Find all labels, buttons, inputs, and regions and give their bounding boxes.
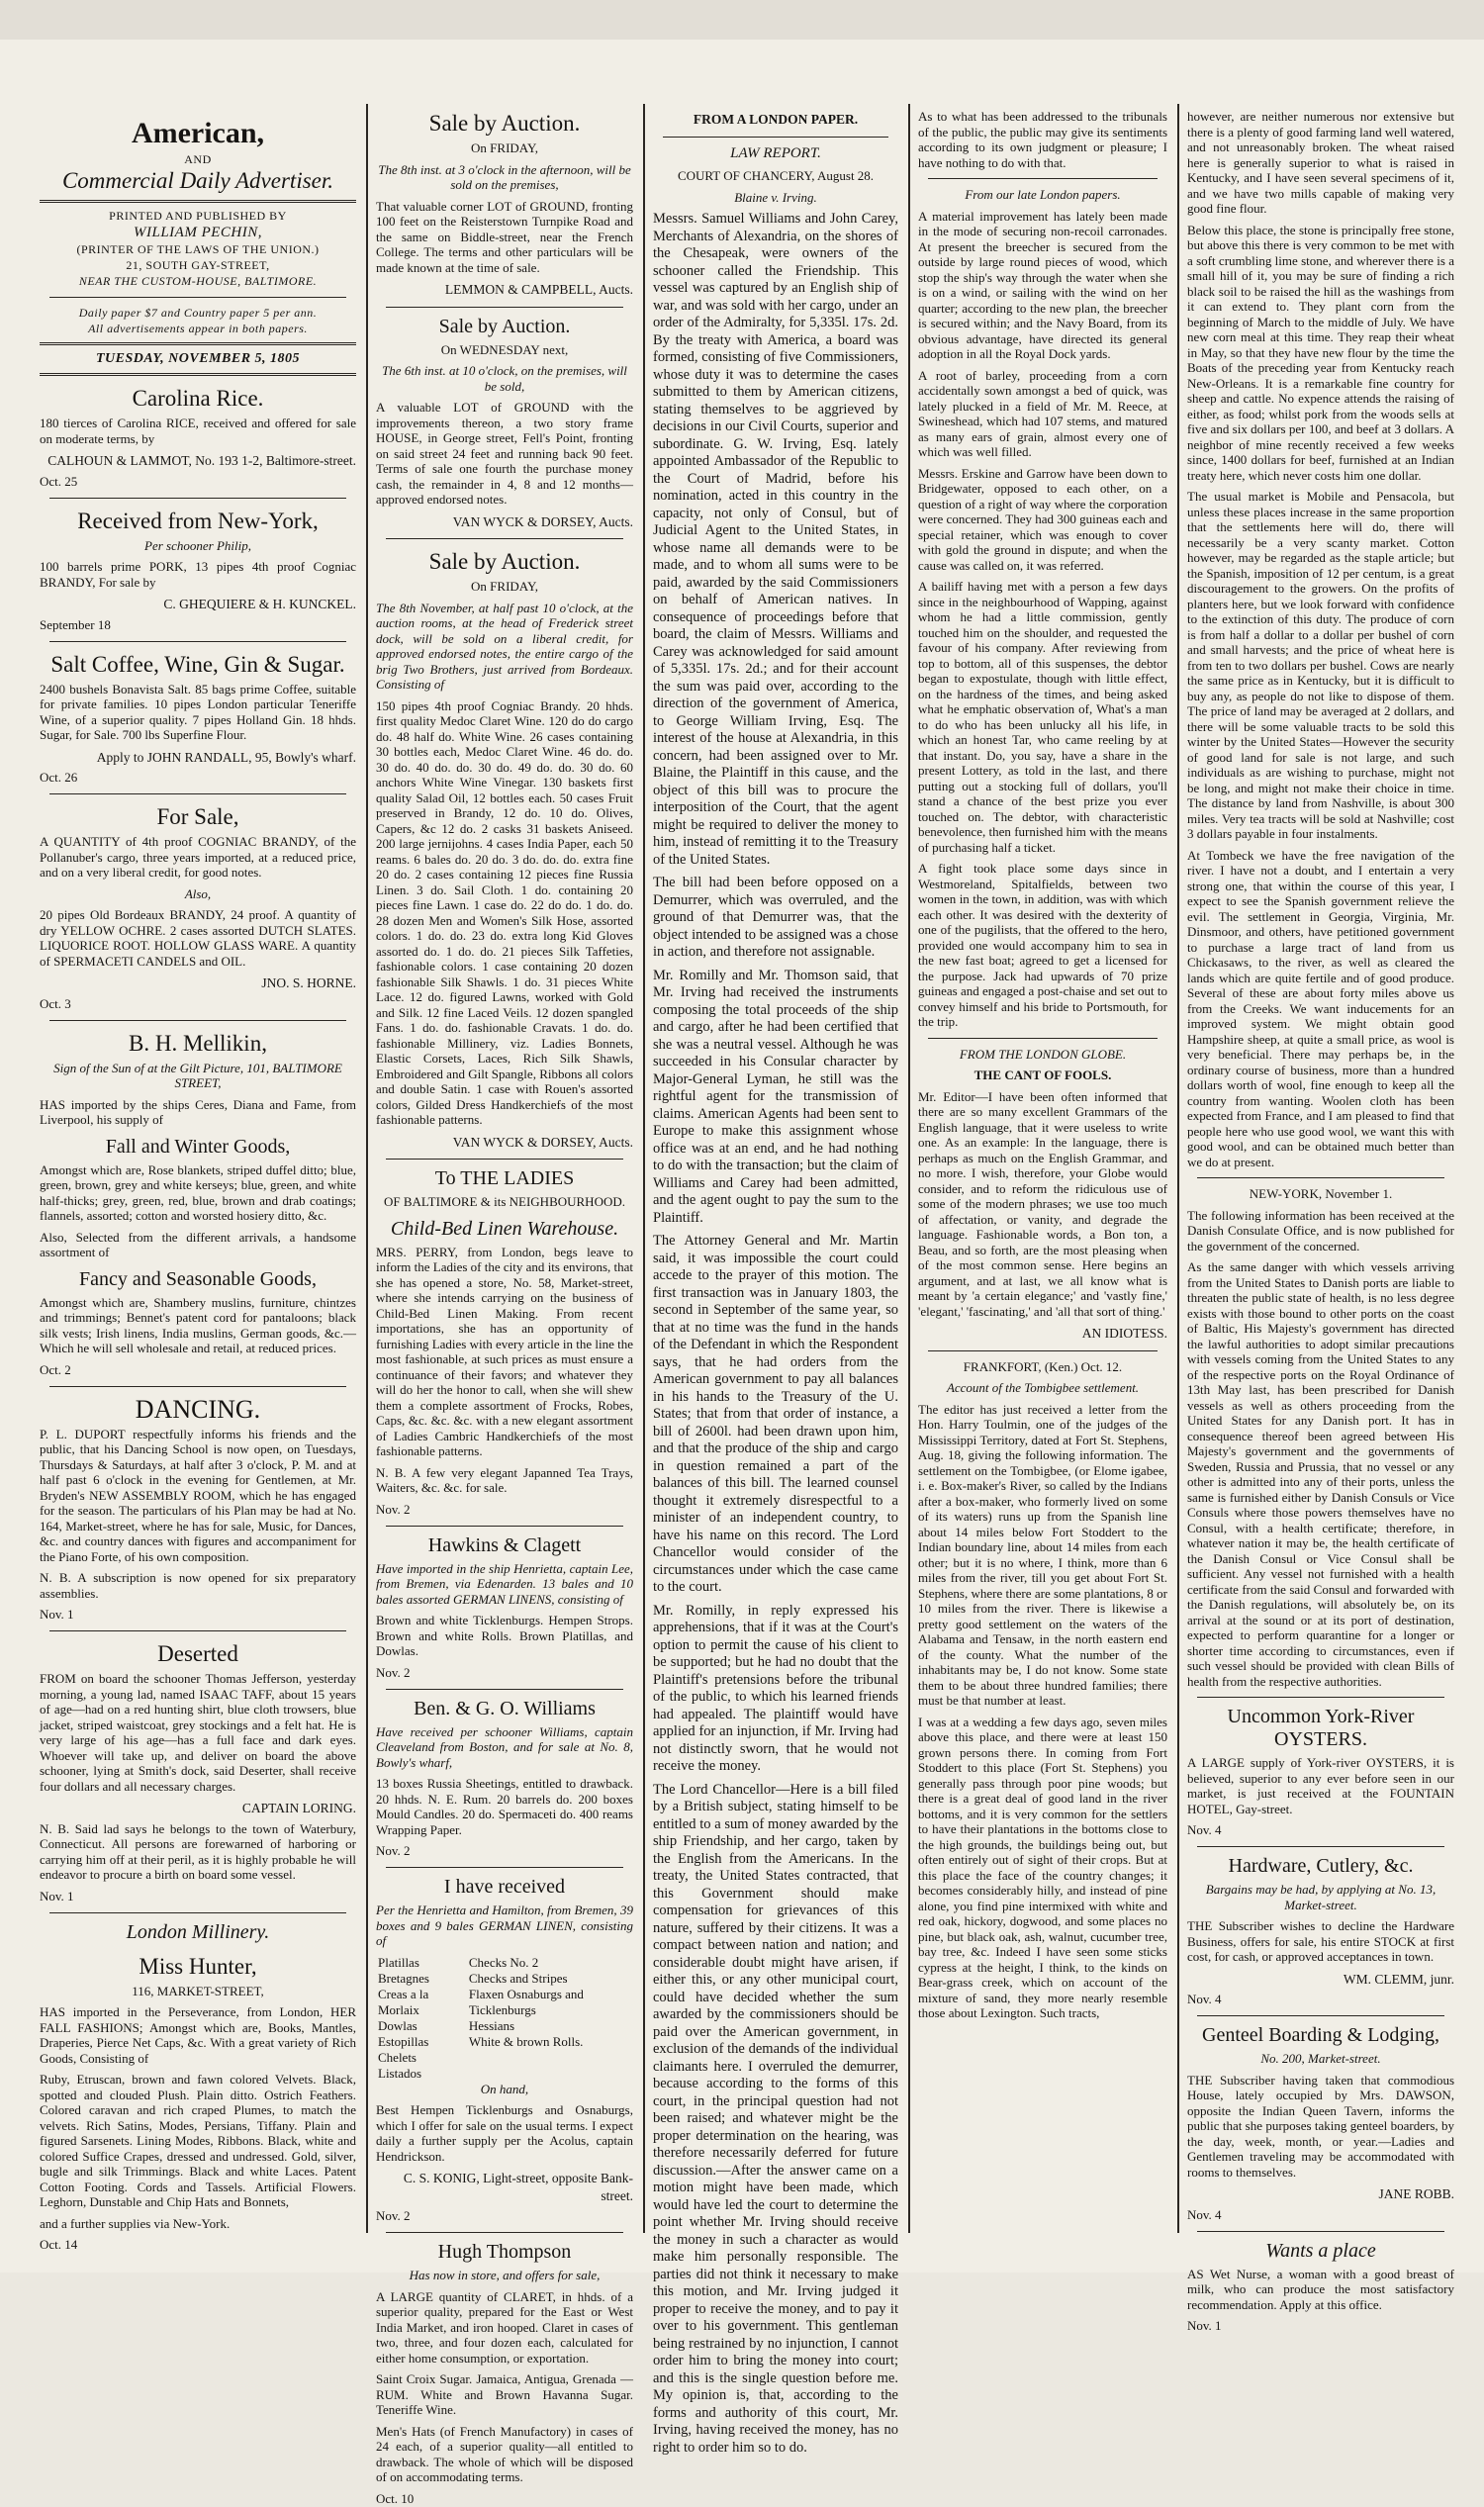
- divider: [49, 1020, 346, 1021]
- divider: [1197, 1846, 1444, 1847]
- ad-heading: Deserted: [157, 1641, 238, 1666]
- ad-body: That valuable corner LOT of GROUND, fronting 100 feet on the Reisterstown Turnpike Road and the same on Biddle-street, near the French College. The terms and other particulars will be made known at the time of sale.: [376, 198, 633, 275]
- masthead-terms: Daily paper $7 and Country paper 5 per ann.: [78, 306, 318, 320]
- ad-date-text: Nov. 4: [1187, 1992, 1222, 2006]
- ad-heading: To THE LADIES: [434, 1167, 575, 1189]
- ad-subheading: Per schooner Philip,: [144, 537, 251, 553]
- ad-date: [40, 474, 356, 490]
- ad-body: 2400 bushels Bonavista Salt. 85 bags prime Coffee, suitable for private families. 10 pipes London particular Teneriffe Wine, of a superior quality. 7 pipes Holland Gin. 18 hhds. Sugar, for Sale. 700 lbs Superfine Flour.: [40, 681, 356, 742]
- divider: [1197, 1697, 1444, 1698]
- article-paragraph: The bill had been before opposed on a Demurrer, which was overruled, and the ground of that Demurrer was, that the object intended to be assigned was a chose in action, and therefore not assignable.: [653, 875, 898, 960]
- ad-body: A LARGE quantity of CLARET, in hhds. of a superior quality, prepared for the East or West India Market, and iron hooped. Claret in cases of two, three, and four dozen each, calculated for either home consumption, or exportation.: [376, 2288, 633, 2366]
- divider: [49, 641, 346, 642]
- ad-signature: JANE ROBB.: [1378, 2186, 1454, 2201]
- divider: [1197, 2015, 1444, 2016]
- column-2: [366, 109, 643, 2506]
- divider: [49, 793, 346, 794]
- ad-body: A LARGE supply of York-river OYSTERS, it is believed, superior to any ever before seen in our market, is just received at the FOUNTAIN HOTEL, Gay-street.: [1187, 1755, 1454, 1816]
- divider: [928, 1350, 1158, 1351]
- ad-subheading: Sign of the Sun of at the Gilt Picture, 101, BALTIMORE STREET,: [53, 1060, 342, 1090]
- ad-body: 150 pipes 4th proof Cogniac Brandy. 20 hhds. first quality Medoc Claret Wine. 120 do do cargo do. 48 half do. White Wine. 26 cases containing 30 bottles each, Medoc Claret Wine. 46 do. do. 30 do. 40 do. do. 30 do. 49 do. do. 30 do. 60 anchors White Wine Vinegar. 130 baskets first quality Salad Oil, 12 bottles each. 50 cases Fruit preserved in Brandy, 12 do. 10 do. Olives, Capers, &c 12 do. 2 casks 31 baskets Aniseed. 200 large jernijohns. 4 cases India Paper, each 50 reams. 6 bales do. 20 do. 3 do. do. do. extra fine 20 do. 2 cases containing 12 pieces fine Russia Linen. 3 do. Sail Cloth. 1 do. containing 20 pieces fine Lawn. 1 case do. 22 do do. 1 do. do. 28 dozen Men and Women's Silk Hose, assorted colors. 1 do. do. 23 do. extra long Kid Gloves assorted do. 1 do. do. 21 pieces Silk Taffeties, fashionable colors. 1 case containing 20 dozen fashionable Silk Shawls. 1 do. 31 pieces White Lace. 12 do. figured Lawns, worked with Gold and Silk. 12 fine Laced Veils. 12 dozen spangled Fans. 1 do. do. fashionable Cravats. 1 do. do. fashionable Millinery, viz. Ladies Bonnets, Elastic Corsets, Laces, Rich Silk Shawls, Embroidered and Gilt Spangle, Ribbons all colors and double Satin. 1 case with Rouen's assorted colors, Gilded Dress Handkerchiefs of the most fashionable patterns.: [376, 697, 633, 1127]
- divider: [40, 342, 356, 345]
- divider: [386, 538, 623, 539]
- ad-heading: Sale by Auction.: [428, 549, 581, 574]
- ad-date: [376, 2208, 633, 2224]
- ad-heading: Ben. & G. O. Williams: [414, 1697, 596, 1719]
- ad-body: Amongst which are, Shambery muslins, furniture, chintzes and trimmings; Bennet's patent cord for pantaloons; black silk vests; Irish linens, India muslins, German goods, &c.—Which he will sell wholesale and retail, at reduced prices.: [40, 1294, 356, 1355]
- ad-date-text: September 18: [40, 616, 111, 632]
- ad-body: Also, Selected from the different arrivals, a handsome assortment of: [40, 1229, 356, 1259]
- ad-subheading: The 8th November, at half past 10 o'clock, at the auction rooms, at the head of Frederick street dock, will be sold on a liberal credit, for approved endorsed notes, the entire cargo of the brig Two Brothers, just arrived from Bordeaux. Consisting of: [376, 600, 633, 692]
- masthead-and: AND: [184, 152, 212, 166]
- masthead: [40, 117, 356, 376]
- article-paragraph: As to what has been addressed to the tribunals of the public, the public may give its sentiments according to its own judgment or pleasure; I have nothing to do with that.: [918, 109, 1167, 170]
- goods-item: Platillas: [378, 1954, 419, 1970]
- ad-date-text: Nov. 4: [1187, 2206, 1222, 2222]
- goods-item: Checks and Stripes: [468, 1970, 568, 1986]
- masthead-printer-note: (PRINTER OF THE LAWS OF THE UNION.): [76, 242, 320, 256]
- ad-date: [1187, 2318, 1454, 2334]
- ad-body: and a further supplies via New-York.: [40, 2215, 231, 2231]
- ad-heading: Sale by Auction.: [438, 315, 571, 337]
- ad-heading: Received from New-York,: [77, 508, 319, 533]
- article-paragraph: As the same danger with which vessels arriving from the United States to Danish ports are liable to threaten the public state of health, is no less degree exists with those bound to other ports on the coast of Baltic, His Majesty's government has directed the lawful authorities to adopt similar precautions with vessels coming from the United States to any of the respective ports on the Royal Ordinance of 13th May last, has been prescribed for Danish vessels as well as others proceeding from the United States for any Danish port. It has in consequence thereof been agreed between His Majesty's government and the governments of Sweden, Russia and Prussia, that no vessel or any other is admitted into any of their ports, unless the same is furnished either by Danish Consuls or Vice Consuls where those powers themselves have no Consul, with a health certificate; therefore, in whatever nation it may be, the health certificate of the Danish Consul or Vice Consul shall be sufficient. Any vessel not furnished with a health certificate from the said Consul and forwarded with the Danish regulations, will absolutely be, on its arrival at the sound or at its port of destination, expected to perform quarantine for a longer or shorter time according to circumstances, even if such vessel should be provided with clean Bills of health from the respective authorities.: [1187, 1259, 1454, 1689]
- issue-date: TUESDAY, NOVEMBER 5, 1805: [95, 351, 301, 366]
- divider: [663, 137, 888, 138]
- divider: [928, 1038, 1158, 1039]
- section-heading: FROM A LONDON PAPER.: [693, 112, 859, 127]
- article-title: LAW REPORT.: [730, 144, 821, 161]
- article-paragraph: A fight took place some days since in Westmoreland, Spitalfields, between two women in the town, in addition, was with which each other. It was desired with the dexterity of one of the pugilists, that the offered to the hero, provided one would accompany him to sea in the new fast boat; agreed to get a licensed for the purpose. Jack had upwards of 70 prize guineas and engaged a post-chaise and set out to convey himself and his bride to Portsmouth, for the trip.: [918, 861, 1167, 1029]
- ad-date: [40, 1362, 356, 1378]
- ad-body: AS Wet Nurse, a woman with a good breast of milk, who can produce the most satisfactory recommendation. Apply at this office.: [1187, 2266, 1454, 2312]
- goods-item: Chelets: [378, 2049, 417, 2065]
- divider: [1197, 2231, 1444, 2232]
- ad-date: [40, 2237, 356, 2253]
- ad-date-text: Oct. 3: [40, 995, 71, 1011]
- ad-subheading: No. 200, Market-street.: [1260, 2051, 1381, 2066]
- article-paragraph: The editor has just received a letter from the Hon. Harry Toulmin, one of the judges of the Mississippi Territory, dated at Fort St. Stephens, Aug. 18, giving the following information. The settlement on the Tombigbee, (or Elome igabee, i. e. Box-maker's River, so called by the Indians after a box-maker, who formerly lived on some of its waters) runs up from the Spanish line about 14 miles below Fort Stoddert to the Indian boundary line, about 14 miles from each other; but it is no where, I think, more than 6 miles from the river, till you get about Fort St. Stephens, where there are some plantations, 8 or 10 miles from the river. There is likewise a pretty good settlement on the waters of the Alabama and Tensaw, in the north eastern end of the county. What the number of the inhabitants may be, I do not know. Some state them to be about three hundred families; there must be that number at least.: [918, 1401, 1167, 1708]
- ad-heading: For Sale,: [156, 804, 239, 829]
- ad-heading: Carolina Rice.: [132, 386, 264, 411]
- ad-heading: Wants a place: [1265, 2239, 1376, 2262]
- divider: [49, 1386, 346, 1387]
- divider: [386, 1867, 623, 1868]
- ad-subheading: OF BALTIMORE & its NEIGHBOURHOOD.: [383, 1194, 625, 1209]
- ad-body: 180 tierces of Carolina RICE, received and offered for sale on moderate terms, by: [40, 416, 356, 446]
- ad-date-text: Oct. 14: [40, 2237, 78, 2252]
- ad-body: MRS. PERRY, from London, begs leave to inform the Ladies of the city and its environs, that she has opened a store, No. 58, Market-street, where she intends carrying on the business of Child-Bed Linen Making. From recent importations, she has an opportunity of furnishing Ladies with every article in the line the most fashionable, at such prices as must ensure a continuance of their favors; and whatever they will do her the honor to call, when she will shew them a complete assortment of Frocks, Robes, Caps, &c. &c. &c. with a new elegant assortment of Ladies Cambric Handkerchiefs of the most fashionable patterns.: [376, 1244, 633, 1458]
- article-paragraph: Mr. Romilly and Mr. Thomson said, that Mr. Irving had received the instruments composing the total proceeds of the ship and cargo, after he had been certified that she was a neutral vessel. Although he was succeeded in his Consular character by Major-General Lyman, he still was the rightful agent for the transmission of claims. American Agents had been sent to Europe to make this assignment whose office was at an end, and he had nothing to do with the transaction; but the claim of Williams and Carey had been admitted, and the agent ought to pay the sum to the Plaintiff.: [653, 967, 898, 1226]
- ad-subheading: The 6th inst. at 10 o'clock, on the premises, will be sold,: [382, 363, 627, 394]
- divider: [1197, 1177, 1444, 1178]
- ad-body: A valuable LOT of GROUND with the improvements thereon, a two story frame HOUSE, in George street, Fell's Point, fronting on said street 24 feet and running back 90 feet. Terms of sale one fourth the purchase money cash, the remainder in 4, 8 and 12 months—approved endorsed notes.: [376, 400, 633, 507]
- ad-subheading: Per the Henrietta and Hamilton, from Bremen, 39 boxes and 9 bales GERMAN LINEN, consisting of: [376, 1903, 633, 1948]
- article-paragraph: The Attorney General and Mr. Martin said, it was impossible the court could accede to the prayer of this motion. The first transaction was in January 1803, the second in September of the same year, so that at no time was the fund in the hands of the Defendant in which the Respondent says, that he had orders from the American government to pay all balances in his hands to the Treasury of the U. States; that from that order of instance, a bill of 2600l. had been drawn upon him, and that the produce of the ship and cargo in question remained a part of the balances of this bill. The learned counsel thought it extremely disrespectful to a minister of an independent country, to have his name on this record. The Lord Chancellor would consider of the circumstances under which the case came to the court.: [653, 1233, 898, 1595]
- ad-date-text: Nov. 2: [376, 1843, 411, 1858]
- section-heading: FROM THE LONDON GLOBE.: [959, 1046, 1127, 1062]
- ad-date: [40, 1889, 356, 1904]
- divider: [928, 178, 1158, 179]
- ad-subheading: Has now in store, and offers for sale,: [409, 2268, 601, 2282]
- ad-date-text: Nov. 2: [376, 2208, 411, 2223]
- ad-signature: JNO. S. HORNE.: [261, 975, 356, 990]
- article-paragraph: Mr. Romilly, in reply expressed his apprehensions, that if it was at the Court's option to permit the cause of his client to be supported; but he had no doubt that the Plaintiff's pretensions before the tribunal of the public, to which his learned friends had appealed. The plaintiff would have applied for an injunction, if Mr. Irving had not distinctly sworn, that he would not receive the money.: [653, 1602, 898, 1774]
- konig-goods-table: [376, 1955, 633, 2082]
- masthead-subtitle: Commercial Daily Advertiser.: [61, 168, 334, 193]
- article-title: THE CANT OF FOOLS.: [974, 1068, 1112, 1082]
- article-paragraph: The Lord Chancellor—Here is a bill filed by a British subject, stating himself to be entitled to a sum of money awarded by the ship Friendship, and her cargo, taken by the English from the Americans. In the treaty, the United States contracted, that this Government should make compensation for grievances of this nature, suffered by their citizens. It was a compact between nation and nation; and considerable doubt might have arisen, if either this, or any other municipal court, could have decided whether the sum awarded by the commissioners should be paid over the American government, in exclusion of the demands of the individual claimants here. I overruled the demurrer, because according to the forms of this court, in the principal question had not been raised; and whatever might be the proper determination on the hearing, was therefore necessarily deferred for future discussion.—After the answer came on a motion might have been made, which would have led the court to determine the point whether Mr. Irving should receive the money in such a character as would make him personally responsible. The parties did not think it necessary to make this motion, and Mr. Irving judged it proper to receive the money, and to pay it over to his government. This gentleman being restrained by no injunction, I cannot order him to bring the money into court; and this is the single question before me. My opinion is, that, according to the forms and authority of this court, Mr. Irving, having received the money, has no right to order him so to do.: [653, 1781, 898, 2456]
- divider: [386, 1526, 623, 1527]
- ad-heading: Genteel Boarding & Lodging,: [1202, 2024, 1439, 2046]
- ad-body: Men's Hats (of French Manufactory) in cases of 24 each, of a superior quality—all entitled to drawback. The whole of which will be disposed of on accommodating terms.: [376, 2423, 633, 2484]
- ad-date: [40, 996, 356, 1012]
- article-paragraph: I was at a wedding a few days ago, seven miles above this place, and there were at least 150 grown persons there. In coming from Fort Stoddert to this place (Fort St. Stephens) you generally pass through poor pine woods; but there is a great deal of good land in the river bottoms, and it is very common for the settlers to have their plantations in the bottoms close to the high grounds, the buildings being out, but often entirely out of sight of their crops. But at this place the face of the country changes; it becomes considerably hilly, and instead of pine alone, you find pine intermixed with white and red oak, hickory, dogwood, and some places no pine, but black oak, ash, walnut, cucumber tree, bay tree, &c. Indeed I have seen some sticks cypress at the height, I think, to the kinds on Bear-grass creek, which on account of the mixture of sand, they more nearly resemble those about Lexington. Such tracts,: [918, 1714, 1167, 2020]
- goods-item: Hessians: [468, 2017, 515, 2033]
- ad-body: HAS imported in the Perseverance, from London, HER FALL FASHIONS; Amongst which are, Books, Mantles, Draperies, Pierce Net Caps, &c. With a great variety of Rich Goods, Consisting of: [40, 2004, 356, 2066]
- ad-body: Ruby, Etruscan, brown and fawn colored Velvets. Black, spotted and clouded Plush. Plain ditto. Ostrich Feathers. Colored caravan and rich craped Plumes, to match the velvets. Rich Satins, Modes, Persians, Tiffany. Plain and figured Sarsenets. Lining Modes, Ribbons. Black, white and colored Suffice Crapes, dressed and undressed. Gold, silver, bugle and silk Trimmings. Black and white Laces. Patent Cotton Footing. Cords and Tassels. Artificial Flowers. Leghorn, Dunstable and Chip Hats and Bonnets,: [40, 2072, 356, 2209]
- divider: [49, 1630, 346, 1631]
- divider: [386, 307, 623, 308]
- ad-subheading: Also,: [184, 885, 212, 901]
- divider: [40, 200, 356, 203]
- ad-signature: Apply to JOHN RANDALL, 95, Bowly's wharf.: [96, 749, 356, 765]
- ad-heading: Miss Hunter,: [139, 1953, 257, 1979]
- ad-heading: Fancy and Seasonable Goods,: [79, 1267, 317, 1290]
- ad-heading: Salt Coffee, Wine, Gin & Sugar.: [50, 651, 345, 677]
- masthead-near: NEAR THE CUSTOM-HOUSE, BALTIMORE.: [78, 274, 318, 288]
- goods-item: Creas a la Morlaix: [378, 1986, 429, 2017]
- ad-signature: CALHOUN & LAMMOT, No. 193 1-2, Baltimore-street.: [47, 453, 356, 468]
- article-subtitle: Account of the Tombigbee settlement.: [946, 1380, 1140, 1395]
- goods-item: White & brown Rolls.: [468, 2033, 584, 2049]
- ad-body: THE Subscriber wishes to decline the Hardware Business, offers for sale, his entire STOCK at first cost, for cash, or approved acceptances in town.: [1187, 1918, 1454, 1964]
- ad-body: P. L. DUPORT respectfully informs his friends and the public, that his Dancing School is now open, on Tuesdays, Thursdays & Saturdays, at half after 3 o'clock, P. M. and at half past 6 o'clock in the evening for Gentlemen, at Mr. Bryden's NEW ASSEMBLY ROOM, which he has engaged for the season. The particulars of his Plan may be had at No. 164, Market-street, where he has for sale, Music, for Dances, &c. and country dances with figures and accompaniment for the Piano Forte, of his own composition.: [40, 1426, 356, 1564]
- article-paragraph: At Tombeck we have the free navigation of the river. I have not a doubt, and I entertain a very strong one, that within the course of this year, I expect to see the Spanish government relieve the evil. The settlement in Georgia, Virginia, Mr. Dinsmoor, and others, have petitioned government to purchase a large tract of land from us Chickasaws, to the river, as well as cleared the lands which are quite fertile and of good produce. Several of these are about forty miles above us from the Creeks. We want inducements for an improved system. We might obtain good Hampshire sheep, at quite a small price, as wool is very beneficial. There may perhaps be, in the ordinary course of business, more than a hundred dollars worth of wool, fine enough to keep all the country from wanting. Woolen cloth has been expected from France, and I am pleased to find that people here who use good wool, we want this with good wool, and can be obtained much better than we do at present.: [1187, 847, 1454, 1169]
- ad-signature: WM. CLEMM, junr.: [1343, 1971, 1454, 1987]
- article-title: FRANKFORT, (Ken.) Oct. 12.: [963, 1358, 1123, 1374]
- divider: [386, 2232, 623, 2233]
- article-subtitle: COURT OF CHANCERY, August 28.: [677, 168, 875, 183]
- ad-date: [376, 2491, 633, 2507]
- ad-date: [376, 1843, 633, 1859]
- ad-date-text: Oct. 2: [40, 1361, 71, 1377]
- ad-signature: LEMMON & CAMPBELL, Aucts.: [444, 282, 633, 297]
- ad-date: [1187, 2207, 1454, 2223]
- ad-date: [40, 617, 356, 633]
- masthead-publisher: WILLIAM PECHIN,: [134, 225, 262, 240]
- article-paragraph: however, are neither numerous nor extensive but there is a plenty of good farming land well watered, and not unreasonably broken. The wheat raised here is generally superior to what is raised in Kentucky, and I have seen several specimens of it, and we have two mills capable of making very good fine flour.: [1187, 109, 1454, 216]
- ad-body: Amongst which are, Rose blankets, striped duffel ditto; blue, green, brown, grey and white kerseys; blue, green, and white half-thicks; grey, green, red, blue, brown and drab coatings; flannels, assorted; cotton and worsted hosiery ditto, &c.: [40, 1161, 356, 1223]
- torn-top-edge: [0, 0, 1484, 40]
- article-paragraph: Below this place, the stone is principally free stone, but above this there is very common to be met with a soft crumbling lime stone, and wherever there is a small hill of it, you may be sure of finding a rich black soil to be raised the hill as the washings from it can extend to. They plant corn from the beginning of March to the middle of July. We have new corn meal at this time. They reap their wheat in May, so that they have new flour by the time the Boats of the preceding year from Kentucky reach New-Orleans. It is a remarkable fine country for sheep and cattle. No expence attends the raising of either, as food; whilst pork from the woods sells at five and six dollars per 100, and beef at 3 dollars. A neighbor of mine recently received a few weeks since, 1400 dollars for beef, furnished at an Indian treaty here, which never costs him one dollar.: [1187, 222, 1454, 483]
- ad-subheading: Bargains may be had, by applying at No. 13, Market-street.: [1205, 1882, 1437, 1912]
- ad-body: THE Subscriber having taken that commodious House, lately occupied by Mrs. DAWSON, opposite the Indian Queen Tavern, informs the public that she purposes taking genteel boarders, by the day, week, month, or year.—Ladies and Gentlemen traveling may be accommodated with rooms to themselves.: [1187, 2072, 1454, 2180]
- divider: [49, 498, 346, 499]
- article-subtitle: Blaine v. Irving.: [734, 189, 817, 205]
- ad-body: N. B. A subscription is now opened for six preparatory assemblies.: [40, 1570, 356, 1601]
- article-paragraph: A bailiff having met with a person a few days since in the neighbourhood of Wapping, against whom he had a little commission, gently touched him on the shoulder, and requested the favour of his company. After reviewing from top to bottom, all of this suspenses, the debtor began to expostulate, though with little effect, on the hardness of the times, and being asked what he emphatic observation of, What's a man to do who has been unlucky all his life, in which an honest Tar, who came reeling by at that instant. Do, you say, have a share in the present Lottery, as told in the last, and there putting out a stocking full of dollars, you'll stand a chance of the best prize you ever touched on. The debtor, with characteristic benevolence, then furnished him with the means of purchasing half a ticket.: [918, 579, 1167, 855]
- column-5: [1177, 109, 1464, 2333]
- ad-date-text: Nov. 2: [376, 1664, 411, 1680]
- column-4: [908, 109, 1177, 2233]
- ad-heading: I have received: [443, 1876, 566, 1898]
- goods-item: Flaxen Osnaburgs and Ticklenburgs: [468, 1986, 584, 2017]
- ad-date: [376, 1502, 633, 1518]
- ad-heading: Hardware, Cutlery, &c.: [1228, 1855, 1414, 1877]
- ad-heading: Hugh Thompson: [437, 2241, 572, 2263]
- goods-item: Listados: [378, 2065, 422, 2081]
- ad-date-text: Nov. 1: [40, 1888, 74, 1903]
- article-signature: AN IDIOTESS.: [1081, 1326, 1167, 1341]
- ad-heading: B. H. Mellikin,: [129, 1030, 267, 1056]
- goods-item: Dowlas: [378, 2017, 417, 2033]
- masthead-ads: All advertisements appear in both papers.: [88, 322, 308, 335]
- article-paragraph: A material improvement has lately been made in the mode of securing non-recoil carronades. At present the breecher is secured from the outside by large round pieces of wood, which stop the ship's way through the water when she is on a wind, or sailing with the wind on her quarter; according to the new plan, the breecher is secured within; and the Navy Board, from its obvious advantage, have directed its general adoption in all the Royal Dock yards.: [918, 208, 1167, 361]
- ad-date: [40, 1607, 356, 1623]
- ad-body: Brown and white Ticklenburgs. Hempen Strops. Brown and white Rolls. Brown Platillas, and Dowlas.: [376, 1613, 633, 1658]
- ad-body: 13 boxes Russia Sheetings, entitled to drawback. 20 hhds. N. E. Rum. 20 barrels do. 200 boxes Mould Candles. 20 do. Spermaceti do. 400 reams Wrapping Paper.: [376, 1776, 633, 1837]
- ad-subheading: On FRIDAY,: [471, 579, 538, 594]
- ad-heading: Hawkins & Clagett: [427, 1533, 582, 1556]
- ad-heading: Child-Bed Linen Warehouse.: [390, 1217, 619, 1240]
- column-1: [30, 109, 366, 2252]
- goods-item: Estopillas: [378, 2033, 429, 2049]
- article-paragraph: A root of barley, proceeding from a corn accidentally sown amongst a bed of quick, was lately plucked in a field of Mr. M. Reece, at Swineshead, which had 107 stems, and matured as many ears of grain, almost every one of which was well filled.: [918, 367, 1167, 459]
- ad-body: 20 pipes Old Bordeaux BRANDY, 24 proof. A quantity of dry YELLOW OCHRE. 2 cases assorted DUTCH SLATES. LIQUORICE ROOT. HOLLOW GLASS WARE. A quantity of SPERMACETI CANDELS and OIL.: [40, 907, 356, 969]
- ad-date-text: Oct. 26: [40, 770, 78, 785]
- masthead-address: 21, SOUTH GAY-STREET,: [126, 258, 270, 272]
- masthead-printed: PRINTED AND PUBLISHED BY: [109, 209, 287, 223]
- ad-heading: Sale by Auction.: [428, 111, 581, 136]
- ad-body: A QUANTITY of 4th proof COGNIAC BRANDY, of the Pollanuber's cargo, three years imported, at a reduced price, and on a very liberal credit, for good notes.: [40, 834, 356, 880]
- article-title: NEW-YORK, November 1.: [1249, 1186, 1393, 1201]
- ad-body: HAS imported by the ships Ceres, Diana and Fame, from Liverpool, his supply of: [40, 1096, 356, 1127]
- ad-date-text: Nov. 2: [376, 1501, 411, 1517]
- divider: [386, 1689, 623, 1690]
- ad-signature: CAPTAIN LORING.: [241, 1801, 356, 1815]
- ad-signature: C. GHEQUIERE & H. KUNCKEL.: [163, 597, 356, 611]
- ad-heading: Fall and Winter Goods,: [105, 1135, 291, 1158]
- ad-subheading: Have imported in the ship Henrietta, captain Lee, from Bremen, via Edenarden. 13 bales and 10 bales assorted GERMAN LINENS, consisting of: [376, 1560, 633, 1607]
- ad-date-text: Nov. 1: [40, 1607, 74, 1622]
- article-paragraph: The usual market is Mobile and Pensacola, but unless these places increase in the same proportion that the settlements here will do, there will necessarily be a very scanty market. Cotton however, may be regarded as the staple article; but the Spanish, imposition of 12 per centum, is a great discouragement to the growers. On the profits of planters here, but we look forward with confidence to the extinction of this duty. The produce of corn is from half a dollar to a dollar per bushel of corn and small harvests; and the price of wheat here is from ten to two dollars per bushel. Cows are nearly the same price as in Kentucky, but it is difficult to buy any, as people do not like to dispose of them. The price of land may be averaged at 2 dollars, and there will be some valuable tracts to be sold this winter by the United States—However the security of good land for sale is not large, and such individuals as are wishing to purchase, might not be long, and might not make their choice in time. The distance by land from Nashville, is about 300 miles. Very tea tracts will be sold at Nashville; cost 3 dollars payable in four instalments.: [1187, 489, 1454, 841]
- ad-body: N. B. Said lad says he belongs to the town of Waterbury, Connecticut. All persons are forewarned of harboring or carrying him off at their peril, as it is highly probable he will endeavor to procure a birth on board some vessel.: [40, 1820, 356, 1882]
- ad-body: 100 barrels prime PORK, 13 pipes 4th proof Cogniac BRANDY, For sale by: [40, 559, 356, 590]
- ad-subheading: The 8th inst. at 3 o'clock in the afternoon, will be sold on the premises,: [378, 161, 631, 192]
- section-heading: From our late London papers.: [965, 187, 1121, 202]
- ad-body: Saint Croix Sugar. Jamaica, Antigua, Grenada — RUM. White and Brown Havanna Sugar. Teneriffe Wine.: [376, 2371, 633, 2417]
- goods-item: Bretagnes: [378, 1970, 429, 1986]
- ad-subheading: Have received per schooner Williams, captain Cleaveland from Boston, and for sale at No. 8, Bowly's wharf,: [376, 1723, 633, 1770]
- ad-subheading: On hand,: [480, 2081, 529, 2096]
- ad-body: N. B. A few very elegant Japanned Tea Trays, Waiters, &c. &c. for sale.: [376, 1464, 633, 1495]
- ad-date-text: Oct. 10: [376, 2490, 415, 2506]
- article-paragraph: Messrs. Erskine and Garrow have been down to Bridgewater, opposed to each other, on a question of a right of way where the corporation were concerned. They had 300 guineas each and special retainer, which was enough to cover with gold the ground in dispute; and when the cause was called on, it was referred.: [918, 465, 1167, 573]
- ad-date-text: Nov. 4: [1187, 1822, 1222, 1837]
- ad-date: [1187, 1822, 1454, 1838]
- ad-signature: C. S. KONIG, Light-street, opposite Bank-street.: [403, 2171, 633, 2203]
- article-paragraph: Messrs. Samuel Williams and John Carey, Merchants of Alexandria, on the shores of the Chesapeak, were owners of the schooner called the Friendship. This vessel was captured by an English ship of war, and was sold with her cargo, under an order of the Admiralty, for 5,335l. 17s. 2d. By the treaty with America, a board was formed, consisting of five Commissioners, whose duty it was to determine the cases submitted to them by American citizens, stating themselves to be aggrieved by decisions in our Civil Courts, superior and subordinate. G. W. Irving, Esq. lately appointed Ambassador of the Republic to the Court of Madrid, before his nomination, acted in this country in the capacity, not only of Consul, but of Judicial Agent to the United States, in whose name all demands were to be made, and to whom all sums were to be paid, awarded by the said Commissioners on behalf of American natives. In consequence of proceedings before that board, the claim of Messrs. Williams and Carey was acknowledged for said amount of 5,335l. 17s. 2d.; and for their account the sum was paid over, according to the direction of the government of America, to George William Irving, Esq. The interest of the house at Alexandria, in this concern, had been assigned over to Mr. Blaine, the Plaintiff in this cause, and the object of this bill was to procure the interposition of the Court, that the agent might be required to deliver the money to him, instead of remitting it to the Treasury of the United States.: [653, 211, 898, 868]
- ad-date-text: Oct. 25: [40, 473, 78, 489]
- ad-signature: VAN WYCK & DORSEY, Aucts.: [452, 1134, 633, 1150]
- masthead-title: American,: [131, 117, 265, 149]
- ad-date: [40, 770, 356, 786]
- ad-subheading: 116, MARKET-STREET,: [132, 1983, 264, 1998]
- goods-item: Checks No. 2: [468, 1954, 539, 1970]
- ad-subheading: On WEDNESDAY next,: [440, 341, 569, 357]
- divider: [386, 1159, 623, 1160]
- column-3: [643, 109, 908, 2456]
- ad-heading: DANCING.: [135, 1394, 261, 1424]
- article-paragraph: The following information has been received at the Danish Consulate Office, and is now published for the government of the concerned.: [1187, 1207, 1454, 1254]
- ad-heading: London Millinery.: [126, 1920, 270, 1943]
- divider: [49, 297, 346, 298]
- ad-signature: VAN WYCK & DORSEY, Aucts.: [452, 513, 633, 529]
- ad-subheading: On FRIDAY,: [471, 140, 538, 155]
- ad-heading: Uncommon York-River OYSTERS.: [1227, 1706, 1415, 1750]
- ad-date: [376, 1665, 633, 1681]
- ad-date: [1187, 1992, 1454, 2007]
- divider: [40, 373, 356, 376]
- ad-body: Best Hempen Ticklenburgs and Osnaburgs, which I offer for sale on the usual terms. I expect daily a further supply per the Acolus, captain Hendrickson.: [376, 2102, 633, 2164]
- divider: [49, 1912, 346, 1913]
- ad-date-text: Nov. 1: [1187, 2318, 1222, 2333]
- ad-body: FROM on board the schooner Thomas Jefferson, yesterday morning, a young lad, named ISAAC TAFF, about 15 years of age—had on a red hunting shirt, blue cloth trowsers, blue jacket, striped waistcoat, grey stockings and a felt hat. He is very large of his age—has a full face and dark eyes. Whoever will take up, and deliver on board the above schooner, lying at Smith's dock, said Deserter, shall receive four dollars and all necessary charges.: [40, 1671, 356, 1794]
- article-paragraph: Mr. Editor—I have been often informed that there are so many excellent Grammars of the English language, that it were useless to write one. As an example: In the language, there is perhaps as much on the English Grammar, and no more. I wish, therefore, your Globe would consider, and to reform the ridiculous use of some of the modern phrases; we use too much of affectation, or vanity, and degrade the language. Fashionable words, a Bon ton, a Beau, and so forth, are the most pleasing when of the most common sense. Here begins an argument, and at last, we all know what is meant by 'a certain elegance;' and 'vastly fine,' 'elegant,' 'fascinating,' and 'all that sort of thing.': [918, 1088, 1167, 1319]
